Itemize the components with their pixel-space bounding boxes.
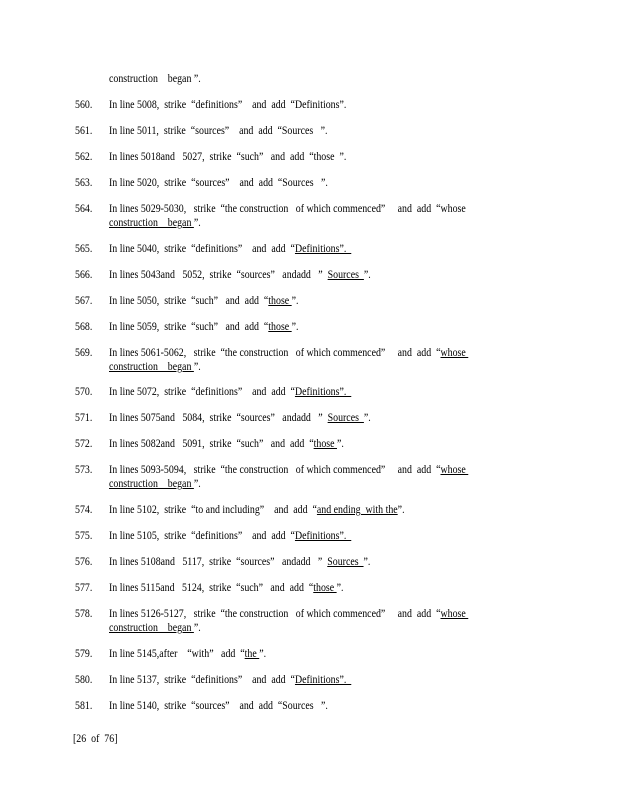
item-text-line [109,294,513,308]
item-text [109,346,513,374]
underlined-insertion: Definitions”. [294,530,352,542]
item-text-line [109,268,513,282]
item-text [109,98,513,112]
underlined-insertion: construction began [109,622,194,634]
underlined-insertion: construction began [109,478,194,490]
text-segment: ”. [193,478,201,490]
text-segment: In line 5072, strike “definitions” and add “ [109,386,295,398]
text-segment: In lines 5093-5094, strike “the construction of which commenced” and add “ [109,464,441,476]
text-segment: In lines 5061-5062, strike “the construction of which commenced” and add “ [109,347,441,359]
item-text [109,437,513,451]
underlined-insertion: those [313,438,337,450]
item-number: 567. [75,295,93,307]
item-text-line [109,242,513,256]
item-text-line [109,360,513,374]
underlined-insertion: Definitions”. [294,674,352,686]
item-number: 570. [75,386,93,398]
item-text-line [109,411,513,425]
text-segment: ”. [193,622,201,634]
text-segment: In line 5140, strike “sources” and add “Sources ”. [109,700,328,712]
text-segment: In line 5020, strike “sources” and add “Sources ”. [109,177,328,189]
underlined-insertion: those [313,582,337,594]
page-number: [26 of 76] [73,733,118,745]
item-number: 580. [75,674,93,686]
text-segment: In line 5059, strike “such” and add “ [109,321,269,333]
text-segment: In line 5040, strike “definitions” and add “ [109,243,295,255]
item-text [109,150,513,164]
item-text [109,202,513,230]
item-text-line [109,437,513,451]
item-text [109,411,513,425]
text-segment: In line 5008, strike “definitions” and add “Definitions”. [109,99,347,111]
item-text-line [109,320,513,334]
text-segment: In lines 5018and 5027, strike “such” and add “those ”. [109,151,347,163]
item-text-line [109,647,513,661]
item-text [109,529,513,543]
text-segment: ”. [397,504,405,516]
underlined-insertion: whose [440,608,469,620]
text-segment: ”. [193,217,201,229]
text-segment: In lines 5029-5030, strike “the construction of which commenced” and add “whose [109,203,466,215]
underlined-insertion: construction began [109,361,194,373]
item-text-line [109,385,513,399]
text-segment: In line 5050, strike “such” and add “ [109,295,269,307]
text-segment: In lines 5043and 5052, strike “sources” andadd ” [109,269,328,281]
underlined-insertion: the [244,648,260,660]
underlined-insertion: Sources [327,269,364,281]
item-text-line [109,673,513,687]
underlined-insertion: construction began [109,217,194,229]
item-text-line [109,202,513,216]
text-segment: In lines 5082and 5091, strike “such” and add “ [109,438,314,450]
item-text-line [109,621,513,635]
item-number: 573. [75,464,93,476]
underlined-insertion: Definitions”. [294,243,352,255]
item-text-line [109,477,513,491]
text-segment: In lines 5126-5127, strike “the construction of which commenced” and add “ [109,608,441,620]
item-number: 562. [75,151,93,163]
item-text-line [109,463,513,477]
item-number: 578. [75,608,93,620]
text-segment: In lines 5075and 5084, strike “sources” andadd ” [109,412,328,424]
item-number: 566. [75,269,93,281]
item-text [109,555,513,569]
item-text-line [109,346,513,360]
item-number: 581. [75,700,93,712]
text-segment: In line 5102, strike “to and including” and add “ [109,504,317,516]
item-text-line [109,607,513,621]
item-text [109,385,513,399]
item-text [109,699,513,713]
item-number: 565. [75,243,93,255]
item-text-line [109,150,513,164]
underlined-insertion: those [268,295,292,307]
item-text [109,503,513,517]
text-segment: ”. [336,438,344,450]
text-segment: ”. [363,269,371,281]
item-text-line [109,124,513,138]
item-number: 577. [75,582,93,594]
text-segment: ”. [363,412,371,424]
item-text [109,463,513,491]
text-segment: ”. [363,556,371,568]
item-text-line [109,216,513,230]
item-text [109,268,513,282]
text-segment: ”. [291,321,299,333]
item-text [109,320,513,334]
item-text [109,176,513,190]
continuation-line: construction began ”. [109,73,201,85]
item-text-line [109,176,513,190]
item-text-line [109,699,513,713]
item-number: 569. [75,347,93,359]
item-number: 574. [75,504,93,516]
item-number: 571. [75,412,93,424]
item-text-line [109,98,513,112]
item-text [109,294,513,308]
item-text [109,607,513,635]
item-text-line [109,555,513,569]
item-number: 561. [75,125,93,137]
underlined-insertion: whose [440,464,469,476]
item-number: 579. [75,648,93,660]
text-segment: In lines 5108and 5117, strike “sources” andadd ” [109,556,328,568]
text-segment: In line 5145,after “with” add “ [109,648,245,660]
underlined-insertion: and ending with the [316,504,398,516]
underlined-insertion: Sources [327,556,364,568]
item-text [109,124,513,138]
item-number: 568. [75,321,93,333]
item-text-line [109,529,513,543]
item-number: 564. [75,203,93,215]
item-number: 560. [75,99,93,111]
underlined-insertion: those [268,321,292,333]
item-text [109,647,513,661]
item-number: 575. [75,530,93,542]
item-text [109,581,513,595]
text-segment: In line 5137, strike “definitions” and add “ [109,674,295,686]
underlined-insertion: Sources [327,412,364,424]
item-number: 563. [75,177,93,189]
item-number: 572. [75,438,93,450]
item-text-line [109,581,513,595]
text-segment: In lines 5115and 5124, strike “such” and add “ [109,582,314,594]
text-segment: ”. [259,648,267,660]
item-text [109,242,513,256]
text-segment: In line 5011, strike “sources” and add “Sources ”. [109,125,328,137]
underlined-insertion: whose [440,347,469,359]
text-segment: ”. [193,361,201,373]
text-segment: In line 5105, strike “definitions” and add “ [109,530,295,542]
text-segment: ”. [291,295,299,307]
underlined-insertion: Definitions”. [294,386,352,398]
item-number: 576. [75,556,93,568]
item-text [109,673,513,687]
item-text-line [109,503,513,517]
text-segment: ”. [336,582,344,594]
